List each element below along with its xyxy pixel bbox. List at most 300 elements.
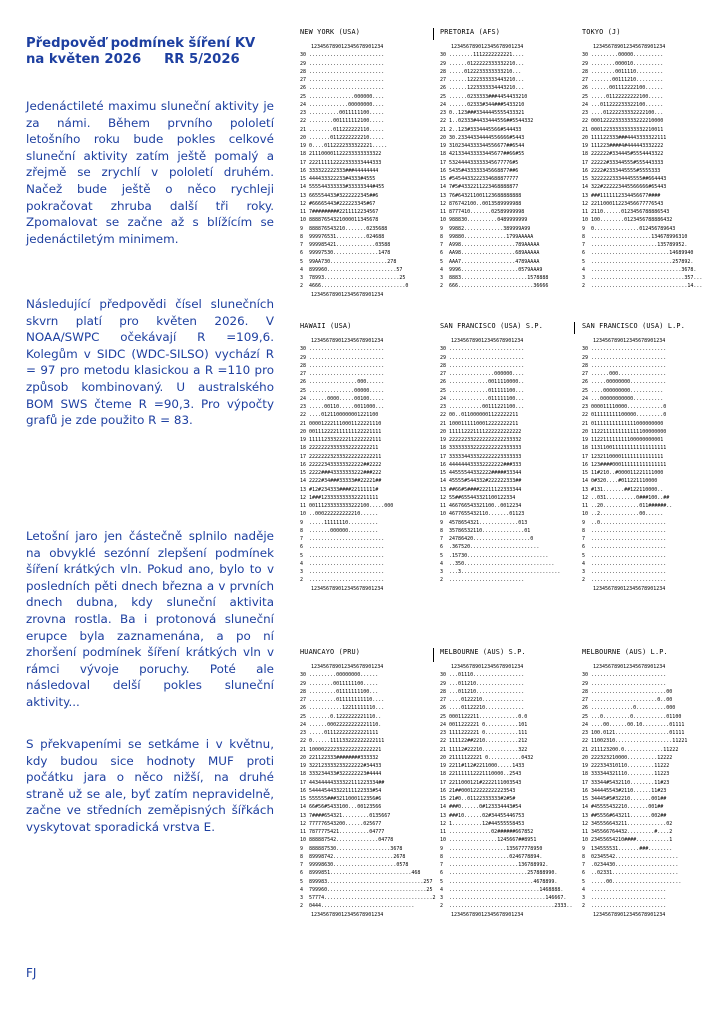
grid-row: 23 ....01222233332222100... bbox=[582, 110, 664, 116]
grid-row: 17 123211000011111111111111 bbox=[582, 453, 664, 460]
grid-row: 19 222222332222222222233332 bbox=[440, 437, 522, 443]
panel-tokyo bbox=[582, 28, 712, 291]
grid-row: 11 2110......0123456788886543 bbox=[582, 209, 670, 215]
grid-row: 25 ...0.........0...........01100 bbox=[582, 713, 682, 720]
grid-row: 10 988830..........0489999999 bbox=[440, 217, 528, 224]
grid-row: 7 ......................... bbox=[582, 536, 667, 542]
panel-melbourne-sp bbox=[440, 648, 573, 919]
grid-row: 26 ................000...... bbox=[300, 379, 385, 386]
hour-ruler-top: 123456789012345678901234 bbox=[593, 44, 666, 50]
grid-row: 13 ##5556#643211.......002## bbox=[582, 812, 667, 819]
grid-row: 28 ......................... bbox=[300, 362, 385, 369]
grid-row: 4 ..............................1468888. bbox=[440, 886, 564, 893]
grid-row: 30 ......................... bbox=[582, 346, 667, 353]
grid-row: 29 ........0011111100..... bbox=[300, 680, 379, 687]
grid-row: 18 22222223333332222222211 bbox=[300, 445, 379, 452]
grid-row: 21 100002222332222222222221 bbox=[300, 746, 382, 753]
grid-row: 11 7877775421..........04777 bbox=[300, 829, 385, 835]
muf-grid bbox=[440, 671, 573, 910]
grid-row: 27 ...............000000.... bbox=[440, 371, 525, 377]
grid-row: 2 ......................... bbox=[582, 577, 667, 584]
grid-row: 25 .............011111100... bbox=[440, 387, 525, 394]
grid-row: 7 A998..................789AAAAA bbox=[440, 242, 540, 248]
grid-row: 15 444433322233#4333#4555 bbox=[300, 176, 376, 182]
grid-row: 29 ......................... bbox=[300, 354, 385, 361]
grid-row: 28 ......................... bbox=[300, 68, 385, 75]
hour-ruler-top: 123456789012345678901234 bbox=[593, 664, 666, 670]
grid-row: 14 66#56#5433100...00123566 bbox=[300, 804, 382, 811]
grid-row: 16 5435#433333345668877##6 bbox=[440, 167, 519, 174]
grid-row: 11 345566764432.........#....2 bbox=[582, 829, 673, 835]
muf-grid bbox=[300, 671, 436, 910]
grid-row: 9 4578654321.............013 bbox=[440, 519, 528, 526]
grid-row: 8 35786532110..............01 bbox=[440, 527, 531, 534]
grid-row: 23 1111222221 0...........111 bbox=[440, 730, 528, 736]
grid-row: 26 ....01122210............. bbox=[440, 705, 525, 712]
grid-row: 19 0....0112222333322221..... bbox=[300, 143, 388, 149]
grid-row: 24 ......0000.....00100..... bbox=[300, 395, 385, 402]
grid-row: 21 10001111100012222222211 bbox=[440, 420, 519, 427]
grid-row: 18 221111112221110000..2543 bbox=[440, 771, 522, 778]
grid-row: 11 7#########2211112234567 bbox=[300, 209, 379, 215]
grid-row: 25 .....01122222222100..... bbox=[582, 93, 664, 100]
grid-row: 8 ......................... bbox=[582, 527, 667, 534]
grid-row: 24 ......00022222222221110. bbox=[300, 721, 382, 728]
grid-row: 30 ......................... bbox=[440, 346, 525, 353]
grid-row: 10 ..000222222222210...... bbox=[300, 511, 379, 518]
grid-row: 17 2211000121#2222111003543 bbox=[440, 779, 522, 786]
grid-row: 26 ...........12211111110... bbox=[300, 705, 385, 712]
grid-row: 3 8883......................1578888 bbox=[440, 275, 549, 281]
muf-grid bbox=[300, 345, 430, 584]
grid-row: 16 333322222333###44444444 bbox=[300, 167, 379, 174]
article-column bbox=[26, 36, 274, 980]
grid-row: 12 777776543200......025677 bbox=[300, 820, 382, 827]
grid-row: 15 21#0..01122333333#2#5# bbox=[440, 796, 516, 802]
grid-row: 4 ......................... bbox=[582, 560, 667, 567]
grid-row: 21 000012221110001122221110 bbox=[300, 420, 382, 427]
grid-row: 11 466766543321100..0012234 bbox=[440, 503, 522, 509]
grid-row: 25 ...............000000.... bbox=[300, 93, 385, 100]
grid-row: 26 ..............0..........000 bbox=[582, 705, 676, 712]
grid-row: 13 ###10......02#34455446753 bbox=[440, 812, 525, 819]
grid-row: 10 ..2.............00...... bbox=[582, 511, 664, 518]
grid-row: 23 0..123###3344445555433321 bbox=[440, 110, 525, 116]
grid-row: 3 57774....................................2 bbox=[300, 895, 436, 901]
grid-row: 26 .....00000000............ bbox=[582, 379, 667, 386]
panel-melbourne-lp bbox=[582, 648, 712, 919]
grid-row: 20 21111122221 0...........0432 bbox=[440, 754, 534, 761]
grid-row: 15 32222223334445555##664443 bbox=[582, 176, 667, 182]
panel-new-york bbox=[300, 28, 430, 299]
grid-row: 24 ...011222233322100...... bbox=[582, 101, 664, 108]
grid-row: 18 222222#334445#5554443322 bbox=[582, 151, 664, 158]
grid-row: 20 .......0112222222210..... bbox=[300, 134, 385, 141]
grid-row: 12 1..........12#44555558453 bbox=[440, 820, 525, 827]
author-signature: FJ bbox=[26, 966, 37, 980]
grid-row: 11 ..............02######667852 bbox=[440, 829, 534, 835]
grid-row: 14 45555#544332#222222333## bbox=[440, 478, 522, 485]
grid-row: 22 ....0121100000001221100 bbox=[300, 412, 379, 419]
panel-title: MELBOURNE (AUS) S.P. bbox=[440, 648, 526, 656]
grid-row: 28 .....0122233333333210... bbox=[440, 68, 522, 75]
panel-title: HUANCAYO (PRU) bbox=[300, 648, 361, 656]
grid-row: 17 44344444333322111223334## bbox=[300, 779, 385, 786]
title-line-2: na květen 2026 RR 5/2026 bbox=[26, 52, 240, 67]
grid-row: 12 345556643211.............02 bbox=[582, 820, 673, 827]
grid-row: 5 ...........................257892. bbox=[582, 258, 694, 265]
grid-row: 17 333334433322222223333333 bbox=[440, 453, 522, 460]
grid-row: 11 ..20............011######.. bbox=[582, 503, 673, 509]
grid-row: 14 322#222223445566666#65443 bbox=[582, 184, 667, 191]
panel-san-francisco-lp bbox=[582, 322, 712, 593]
grid-row: 18 211100001122233333333322 bbox=[300, 151, 382, 158]
grid-row: 7 24786420...................0 bbox=[440, 536, 534, 542]
grid-row: 12 1###1233333333322211111 bbox=[300, 494, 379, 501]
grid-row: 2 ...................................2333.. bbox=[440, 903, 573, 910]
separator-line bbox=[433, 28, 434, 40]
grid-row: 7 .......................136788992. bbox=[440, 862, 549, 868]
grid-row: 2 666.........................36666 bbox=[440, 283, 549, 290]
grid-row: 22 000122223333333222210000 bbox=[582, 118, 664, 125]
panel-huancayo bbox=[300, 648, 436, 919]
grid-row: 6 ..02331...................... bbox=[582, 870, 679, 877]
grid-row: 10 23455654210####...........1 bbox=[582, 837, 673, 844]
grid-row: 27 .......00111210......... bbox=[582, 77, 664, 83]
grid-row: 9 134555531.......###........ bbox=[582, 845, 673, 852]
grid-row: 14 555544333333#33333344#455 bbox=[300, 184, 385, 191]
grid-row: 27 .........011111111110.... bbox=[300, 697, 385, 703]
grid-row: 13 7####654321.........0135667 bbox=[300, 812, 391, 819]
grid-row: 17 532444433333345677776#5 bbox=[440, 159, 519, 166]
grid-row: 9 .....11111110.......... bbox=[300, 519, 379, 526]
grid-row: 18 333333332222222222333333 bbox=[440, 445, 522, 452]
grid-row: 14 2222#34###33333##22221## bbox=[300, 478, 382, 485]
grid-row: 5 .15730........................... bbox=[440, 552, 549, 559]
grid-row: 25 .......0.1222222221110.. bbox=[300, 713, 382, 720]
grid-row: 10 4677655432110.......01123 bbox=[440, 511, 525, 518]
grid-row: 30 ...01110................. bbox=[440, 672, 525, 679]
grid-row: 16 344445543#2110......11#23 bbox=[582, 787, 667, 794]
grid-row: 16 123####000111111111111111 bbox=[582, 461, 667, 468]
grid-row: 14 ###0......0#123334443#54 bbox=[440, 804, 522, 811]
grid-row: 30 ......................... bbox=[300, 52, 385, 59]
grid-row: 29 ......................... bbox=[582, 354, 667, 361]
grid-row: 22 00..0110000001122222211 bbox=[440, 412, 519, 419]
grid-row: 19 322123333233222222#34433 bbox=[300, 763, 382, 769]
panel-pretoria bbox=[440, 28, 570, 291]
grid-row: 19 3102344333344556677##6544 bbox=[440, 143, 525, 149]
grid-row: 10 100........0123456788886432 bbox=[582, 217, 673, 224]
grid-row: 2 0444............................... bbox=[300, 903, 415, 910]
grid-row: 2 ......................... bbox=[582, 903, 667, 910]
hour-ruler-bottom: 123456789012345678901234 bbox=[593, 585, 666, 592]
grid-row: 7 .0234430..................... bbox=[582, 862, 679, 868]
grid-row: 24 ......02333#344###5433210 bbox=[440, 101, 525, 108]
grid-row: 7 ......................... bbox=[300, 536, 385, 542]
grid-row: 14 7#5#4332211223468888877 bbox=[440, 184, 519, 191]
grid-row: 10 88887654321000011345678 bbox=[300, 217, 379, 224]
grid-row: 3 ......................... bbox=[582, 569, 667, 575]
grid-row: 5 99AA730...................278 bbox=[300, 258, 397, 265]
hour-ruler-top: 123456789012345678901234 bbox=[451, 664, 524, 670]
grid-row: 15 2222###43333333222###222 bbox=[300, 470, 382, 476]
muf-grid bbox=[582, 671, 712, 910]
grid-row: 30 ......................... bbox=[582, 672, 667, 679]
grid-row: 21 011111111111111000000000 bbox=[582, 420, 664, 427]
grid-row: 15 34445#5#32210.......001## bbox=[582, 796, 667, 802]
grid-row: 23 .....00110.....0011000... bbox=[300, 404, 385, 410]
hour-ruler-bottom: 123456789012345678901234 bbox=[451, 911, 524, 918]
grid-row: 25 ....000000000........... bbox=[582, 387, 664, 394]
grid-row: 30 ......................... bbox=[300, 346, 385, 353]
grid-row: 17 22222#33344555#555443333 bbox=[582, 159, 664, 166]
grid-row: 13 ##66#5####22211122333344 bbox=[440, 486, 522, 493]
grid-row: 8 ....................134678996310 bbox=[582, 233, 688, 240]
grid-row: 16 2222#2333445555#5555333 bbox=[582, 167, 661, 174]
hour-ruler-bottom: 123456789012345678901234 bbox=[593, 911, 666, 918]
grid-row: 17 33344#5432110........11#23 bbox=[582, 779, 670, 786]
grid-row: 24 ....00......00.10.........01111 bbox=[582, 721, 685, 728]
grid-row: 20 1122111111111111100000000 bbox=[582, 428, 667, 435]
grid-row: 21 000122333333333332210011 bbox=[582, 126, 664, 133]
grid-row: 2 ......................... bbox=[440, 577, 525, 584]
grid-row: 13 #12#234333####22111111# bbox=[300, 486, 379, 493]
grid-row: 26 ......1223333334443210... bbox=[440, 85, 525, 92]
panel-san-francisco-sp bbox=[440, 322, 570, 585]
grid-row: 29 ......................... bbox=[582, 680, 667, 687]
grid-row: 7 99998630.....................0578 bbox=[300, 862, 409, 868]
grid-row: 20 221122333########333332 bbox=[300, 754, 379, 761]
grid-row: 19 111223####4#444443332222 bbox=[582, 143, 664, 149]
grid-row: 26 ......001112222100...... bbox=[582, 85, 664, 92]
grid-row: 6 ..........................14689940 bbox=[582, 250, 694, 257]
grid-row: 9 888887530..................3678 bbox=[300, 845, 403, 852]
grid-row: 3 ................................146667. bbox=[440, 895, 567, 901]
grid-row: 28 .........01111111100... bbox=[300, 688, 379, 695]
grid-row: 4 ..............................3678. bbox=[582, 266, 697, 273]
grid-row: 8 999976531..........024688 bbox=[300, 233, 385, 240]
grid-row: 28 .........................00 bbox=[582, 688, 673, 695]
grid-row: 16 544445443322111122333#54 bbox=[300, 787, 382, 794]
grid-row: 27 ....0122210.............. bbox=[440, 697, 525, 703]
grid-row: 8 ....................0246778894. bbox=[440, 853, 543, 860]
grid-row: 15 555555###3211000112356#6 bbox=[300, 796, 382, 802]
grid-row: 9 888876543210.......0235688 bbox=[300, 225, 388, 232]
grid-row: 13 76#643211001123688888888 bbox=[440, 192, 522, 199]
paragraph-may-outlook: S překvapeními se setkáme i v květnu, kdy budou sice hodnoty MUF proti počátku jara o něco nižší, na druhé straně už se ale, byť zatím nepravidelně, začne ve středních zeměpisných šířkách vyskytovat sporadická vrstva E. bbox=[26, 737, 274, 834]
grid-row: 8 .......000000.......... bbox=[300, 527, 379, 534]
grid-row: 9 0...............012456789643 bbox=[582, 225, 676, 232]
grid-row: 28 ........0011110......... bbox=[582, 68, 664, 75]
panel-title: HAWAII (USA) bbox=[300, 322, 352, 330]
grid-row: 25 ......0233333###4454433210 bbox=[440, 93, 528, 100]
grid-row: 29 ......................... bbox=[440, 354, 525, 361]
grid-row: 6 ......................... bbox=[300, 544, 385, 551]
grid-row: 6 99997530...............1478 bbox=[300, 250, 391, 257]
grid-row: 22 011111111100000.........0 bbox=[582, 412, 667, 419]
hour-ruler-top: 123456789012345678901234 bbox=[593, 338, 666, 344]
grid-row: 19 112211111111100000000001 bbox=[582, 437, 664, 443]
muf-grid bbox=[300, 51, 430, 290]
grid-row: 29 ........000010.......... bbox=[582, 60, 664, 67]
grid-row: 8 99880..............1799AAAAA bbox=[440, 233, 534, 240]
grid-row: 12 55##655443321100122334 bbox=[440, 494, 516, 501]
grid-row: 18 333344321110.........11223 bbox=[582, 771, 670, 778]
grid-row: 21 ........011222222110..... bbox=[300, 126, 385, 133]
grid-row: 29 ...011210................ bbox=[440, 680, 525, 687]
grid-row: 8 89998742....................2678 bbox=[300, 853, 406, 860]
grid-row: 29 ......................... bbox=[300, 60, 385, 67]
grid-row: 23 000011110000............0 bbox=[582, 404, 667, 410]
separator-line bbox=[433, 648, 434, 662]
grid-row: 25 ...............00000..... bbox=[300, 387, 385, 394]
grid-row: 24 0011222221 0...........101 bbox=[440, 721, 528, 728]
grid-row: 26 .............0011110000.. bbox=[440, 379, 525, 386]
grid-row: 4 799960.................................25 bbox=[300, 886, 433, 893]
grid-row: 27 ......000................ bbox=[582, 371, 667, 377]
grid-row: 13 ###1111112334456677#### bbox=[582, 192, 661, 199]
grid-row: 30 ........1112222222221.... bbox=[440, 52, 525, 59]
paragraph-sunspot-forecast: Následující předpovědi čísel slunečních skvrn platí pro květen 2026. V NOAA/SWPC očekávají R =109,6. Kolegům v SIDC (WDC-SILSO) vychází R = 97 pro metodu klasickou a R =110 pro způsob kombinovaný. U australského BOM SWS čteme R =90,3. Pro výpočty grafů je zde použito R = 83. bbox=[26, 297, 274, 428]
grid-row: 28 ......................... bbox=[440, 362, 525, 369]
grid-row: 4 ......................... bbox=[300, 560, 385, 567]
grid-row: 23 ..........0011111100..... bbox=[300, 110, 385, 116]
hour-ruler-top: 123456789012345678901234 bbox=[311, 664, 384, 670]
grid-row: 14 #45555432210.......001## bbox=[582, 804, 664, 811]
grid-row: 12 876742100..0013589999988 bbox=[440, 200, 522, 207]
grid-row: 6 ......................... bbox=[582, 544, 667, 551]
panel-title: SAN FRANCISCO (USA) S.P. bbox=[440, 322, 544, 330]
grid-row: 5 AAA7..................4789AAAA bbox=[440, 258, 540, 265]
grid-row: 6 .367520....................... bbox=[440, 544, 540, 551]
hour-ruler-bottom: 123456789012345678901234 bbox=[311, 911, 384, 918]
muf-grid bbox=[582, 51, 712, 290]
grid-row: 24 .............011111100... bbox=[440, 395, 525, 402]
grid-row: 30 .........00000000...... bbox=[300, 672, 379, 679]
grid-row: 29 ......0122222333332210... bbox=[440, 60, 525, 67]
panel-title: PRETORIA (AFS) bbox=[440, 28, 501, 36]
grid-row: 3 ......................... bbox=[300, 569, 385, 575]
hour-ruler-top: 123456789012345678901234 bbox=[311, 338, 384, 344]
grid-row: 22 ........001111112100..... bbox=[300, 118, 385, 125]
grid-row: 27 ......................0..00 bbox=[582, 697, 673, 703]
paragraph-solar-cycle: Jedenáctileté maximu sluneční aktivity je za námi. Během prvního pololetí letošního roku bude pokles celkové sluneční aktivity zatím ještě pomalý a zřejmě se zrychlí v pololetí druhém. Načež bude ještě o něco rychleji pokračovat zhruba další tři roky. Zpomalovat se začne až s blížícím se jedenáctiletým minimem. bbox=[26, 99, 274, 246]
grid-row: 30 .........00000.......... bbox=[582, 52, 664, 59]
grid-row: 24 .............00000000.... bbox=[300, 101, 385, 108]
hour-ruler-top: 123456789012345678901234 bbox=[311, 44, 384, 50]
grid-row: 27 ......1222333333443210... bbox=[440, 77, 525, 83]
panel-title: NEW YORK (USA) bbox=[300, 28, 361, 36]
grid-row: 18 333234433#322222223#4444 bbox=[300, 771, 382, 778]
panel-title: MELBOURNE (AUS) L.P. bbox=[582, 648, 668, 656]
page-title bbox=[26, 36, 274, 68]
grid-row: 7 999985421.............03588 bbox=[300, 242, 391, 248]
grid-row: 23 .....011122222222221111 bbox=[300, 730, 379, 736]
grid-row: 27 ......................... bbox=[300, 77, 385, 83]
grid-row: 16 222223433333322222##2222 bbox=[300, 461, 382, 468]
grid-row: 9 99882.............389999A99 bbox=[440, 225, 531, 232]
grid-row: 12 ..031..........0###100..## bbox=[582, 494, 670, 501]
grid-row: 24 ...00000000000.......... bbox=[582, 395, 664, 402]
grid-row: 8 02345542..................... bbox=[582, 853, 679, 860]
grid-row: 20 30.23344334444556666#5443 bbox=[440, 134, 525, 141]
grid-row: 20 001112222111111122221111 bbox=[300, 428, 382, 435]
grid-row: 18 1131100111111111111111111 bbox=[582, 445, 667, 452]
grid-row: 21 11112#22210............322 bbox=[440, 746, 528, 753]
grid-row: 5 899983................................257 bbox=[300, 878, 433, 885]
grid-row: 16 444444433332222222###333 bbox=[440, 461, 522, 468]
grid-row: 13 #131.......##122110000.. bbox=[582, 486, 664, 493]
grid-row: 2 ................................14... bbox=[582, 283, 703, 290]
panel-title: SAN FRANCISCO (USA) L.P. bbox=[582, 322, 686, 330]
grid-row: 10 888887542..............04778 bbox=[300, 837, 394, 844]
grid-row: 15 44555544332222#####33344 bbox=[440, 470, 522, 476]
grid-row: 4 9996...................0579AAA9 bbox=[440, 266, 543, 273]
grid-row: 19 2211#112#2211000.....1433 bbox=[440, 763, 525, 769]
grid-row: 5 ......................... bbox=[300, 552, 385, 559]
grid-row: 12 221100011223456677776543 bbox=[582, 200, 664, 207]
hour-ruler-top: 123456789012345678901234 bbox=[451, 338, 524, 344]
grid-row: 26 ......................... bbox=[300, 85, 385, 92]
panel-hawaii bbox=[300, 322, 430, 593]
grid-row: 23 100.0121..................01111 bbox=[582, 730, 685, 736]
grid-row: 15 #5454433222334688877777 bbox=[440, 176, 519, 182]
grid-row: 4 ..350.............................. bbox=[440, 560, 555, 567]
hour-ruler-top: 123456789012345678901234 bbox=[451, 44, 524, 50]
grid-row: 6 ..........................257888990. bbox=[440, 870, 558, 877]
separator-line bbox=[574, 322, 575, 334]
grid-row: 6 8999851...........................468 bbox=[300, 870, 421, 877]
grid-row: 25 0001122211.............0.0 bbox=[440, 713, 528, 720]
grid-row: 12 #66665443#222223345#67 bbox=[300, 200, 376, 207]
grid-row: 3 ...............................357... bbox=[582, 275, 703, 281]
paragraph-spring-conditions: Letošní jaro jen částečně splnilo naděje na obvyklé sezónní zlepšení podmínek šíření krátkých vln. Pokud ano, bylo to v posledních pěti dnech března a v prvních dnech dubna, kdy sluneční aktivita zrovna rostla. Ba i protonová sluneční erupce byla zaznamenána, a po ní zhoršení podmínek šíření krátkých vln v rámci vývoje poruchy. Poté ale následoval delší pokles sluneční aktivity... bbox=[26, 529, 274, 709]
grid-row: 28 ......................... bbox=[582, 362, 667, 369]
hour-ruler-bottom: 123456789012345678901234 bbox=[311, 291, 384, 298]
grid-row: 10 ................1245667##8951 bbox=[440, 837, 537, 844]
grid-row: 18 421334433333445677##66#55 bbox=[440, 151, 525, 158]
muf-grid bbox=[440, 51, 570, 290]
grid-row: 5 ......................... bbox=[582, 552, 667, 559]
grid-row: 28 ...011210................ bbox=[440, 688, 525, 695]
muf-grid bbox=[582, 345, 712, 584]
grid-row: 21 2..123#3334445566#544433 bbox=[440, 126, 522, 133]
grid-row: 15 11#210..#000011221111000 bbox=[582, 470, 664, 476]
hour-ruler-bottom: 123456789012345678901234 bbox=[311, 585, 384, 592]
grid-row: 14 0#320....#011221110000 bbox=[582, 478, 658, 485]
grid-row: 17 222111112222333333444333 bbox=[300, 159, 382, 166]
grid-row: 9 ..0...................... bbox=[582, 519, 667, 526]
grid-row: 27 ......................... bbox=[300, 371, 385, 377]
grid-row: 17 222222232333222222222211 bbox=[300, 453, 382, 460]
grid-row: 6 AA98..................689AAAAA bbox=[440, 250, 540, 257]
grid-row: 22 1..02333#4433444556##5544332 bbox=[440, 118, 534, 125]
grid-row: 23 ...........00111221100... bbox=[440, 404, 525, 410]
grid-row: 2 4666............................0 bbox=[300, 283, 409, 290]
grid-row: 11 8777410.......02589999998 bbox=[440, 209, 525, 215]
grid-row: 21 211123200.0.............11222 bbox=[582, 746, 679, 753]
grid-row: 4 ......................... bbox=[582, 886, 667, 893]
grid-row: 22 11002310...................11221 bbox=[582, 738, 688, 745]
grid-row: 5 ............................4678899. bbox=[440, 878, 558, 885]
grid-row: 3 ...3................................. bbox=[440, 569, 561, 575]
grid-row: 5 .....00....................... bbox=[582, 878, 682, 885]
grid-row: 9 ...................135677778950 bbox=[440, 845, 543, 852]
grid-row: 16 21##000122222222223543 bbox=[440, 787, 516, 794]
title-line-1: Předpověď podmínek šíření KV bbox=[26, 36, 256, 51]
grid-row: 22 0......111133222222222111 bbox=[300, 738, 385, 745]
